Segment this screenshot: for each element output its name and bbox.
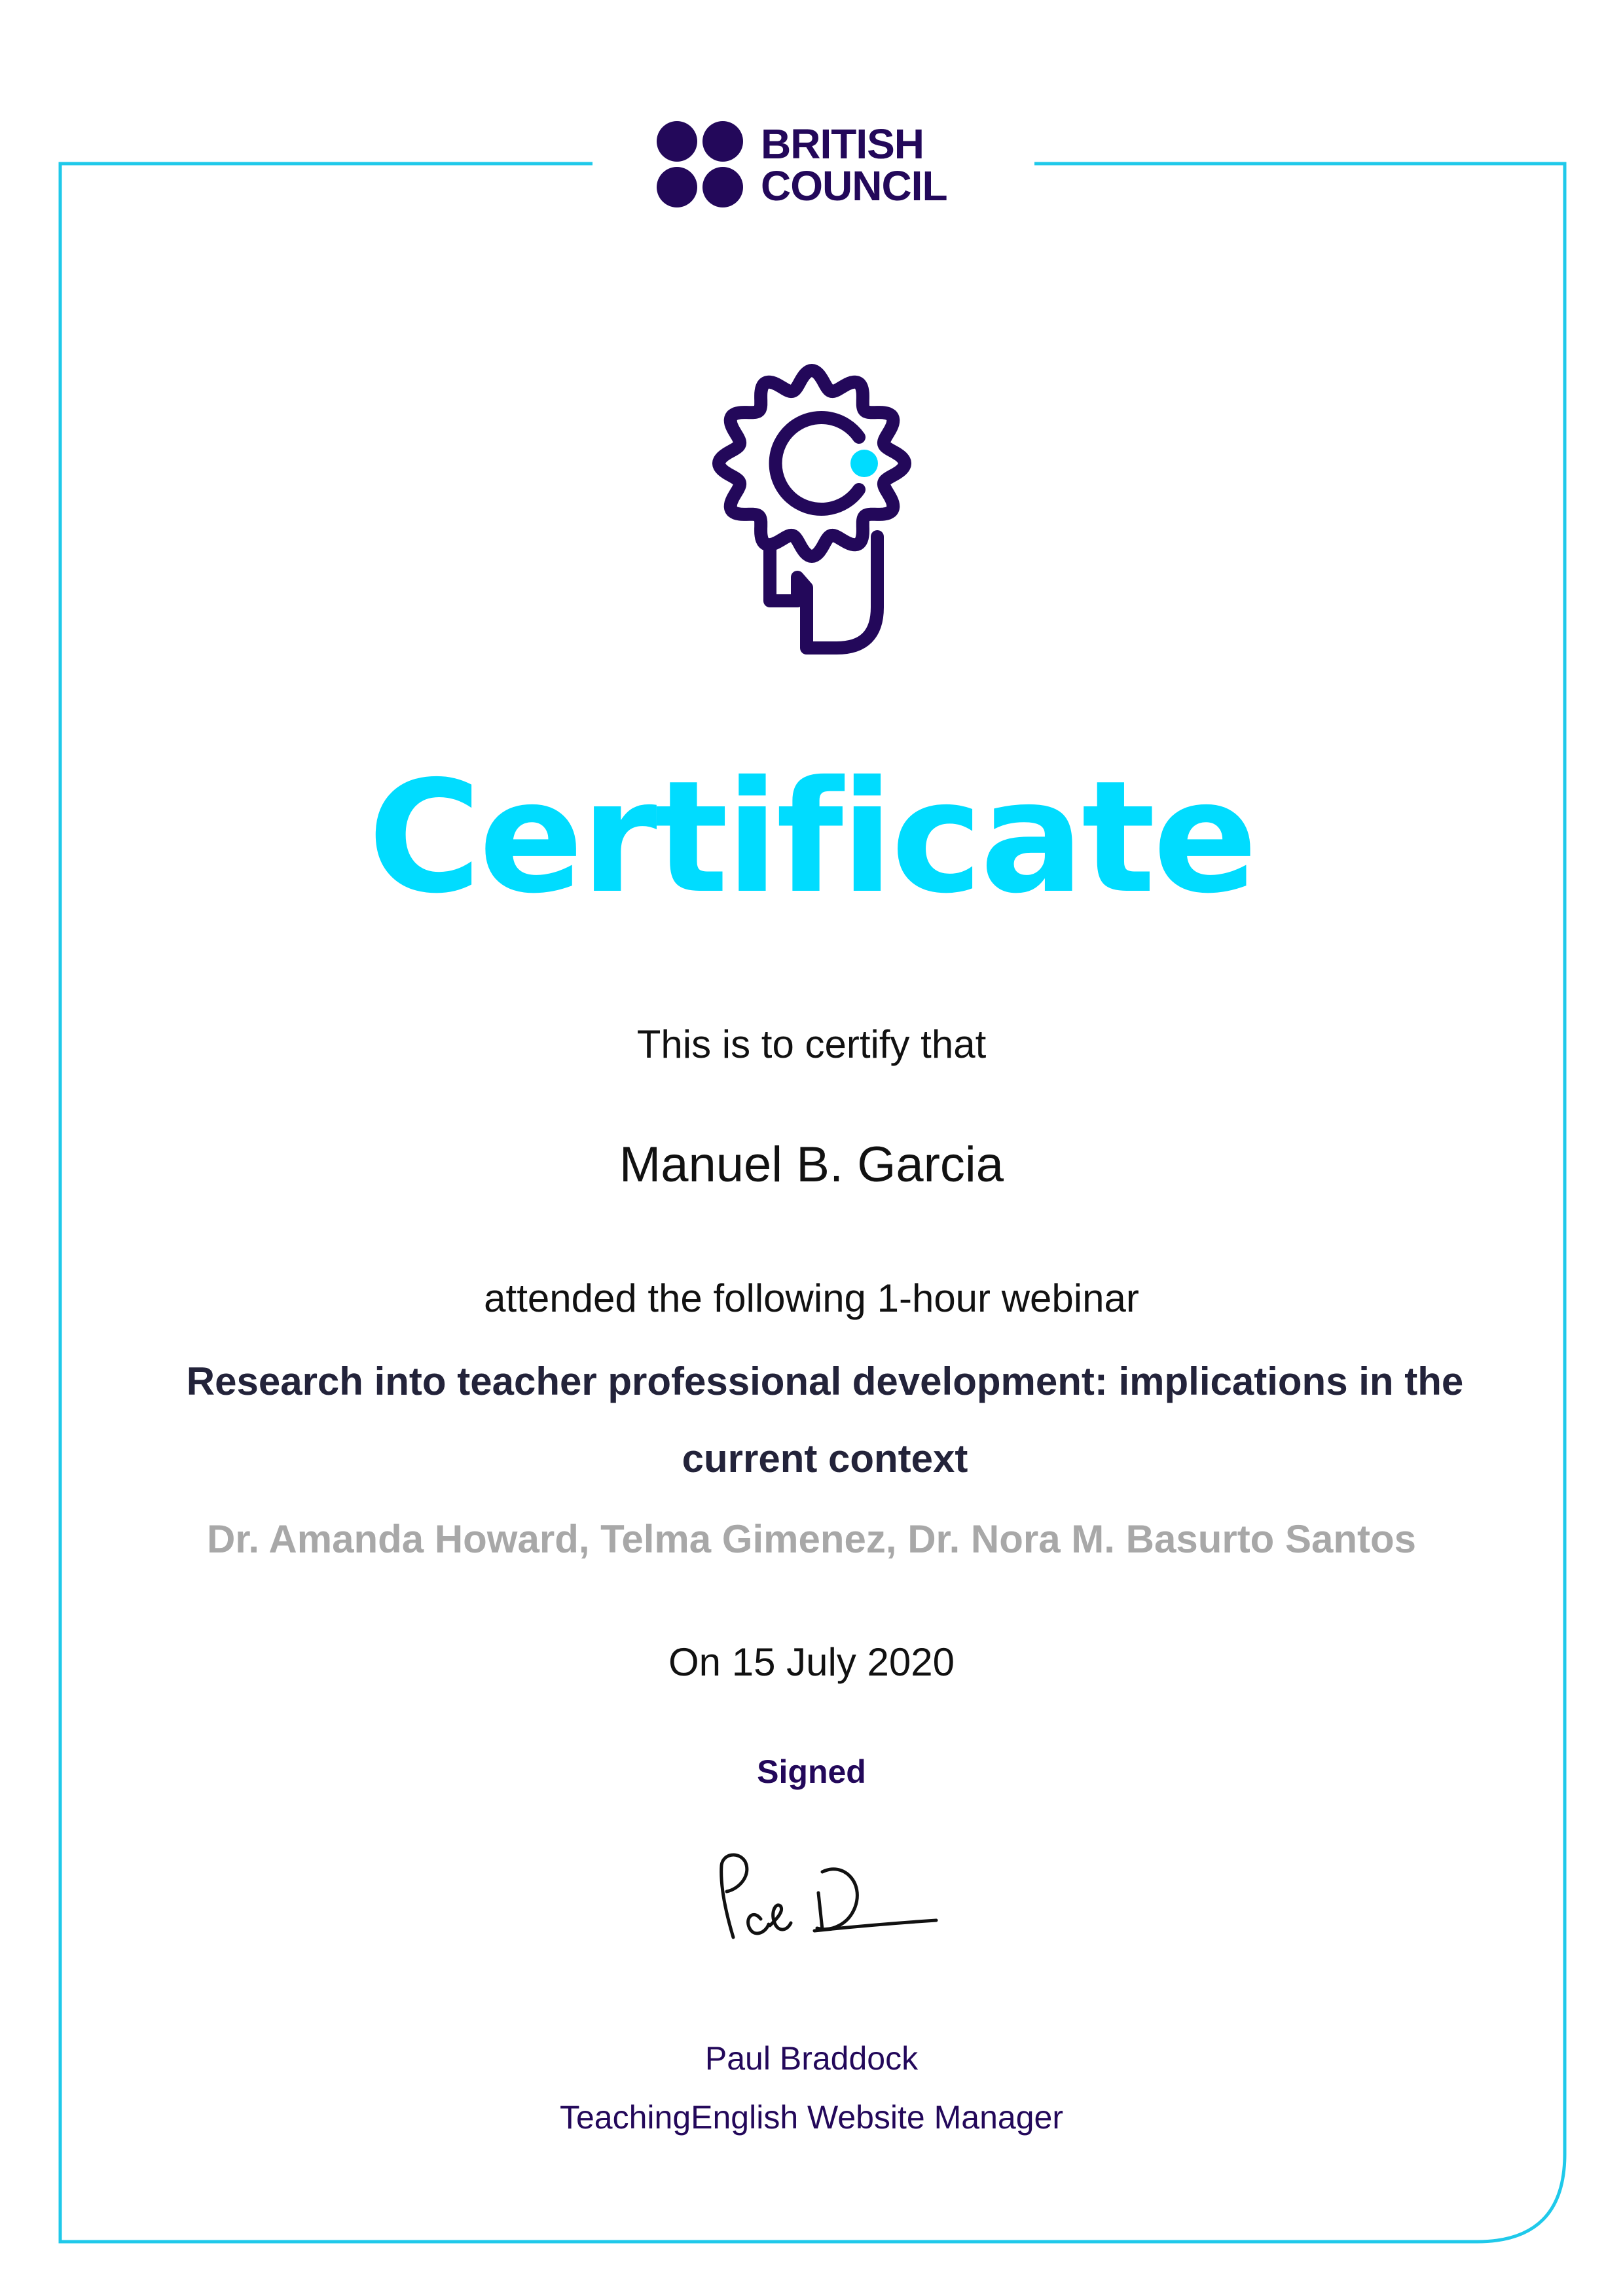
- signer-name: Paul Braddock: [704, 2040, 919, 2077]
- webinar-date: On 15 July 2020: [668, 1640, 955, 1684]
- british-council-logo-dots: [655, 119, 746, 211]
- signed-label: Signed: [757, 1753, 866, 1790]
- certificate-title: Certificate: [368, 747, 1255, 927]
- british-council-logo: [655, 119, 982, 211]
- logo-line-council: COUNCIL: [761, 162, 947, 209]
- recipient-name: Manuel B. Garcia: [619, 1137, 1004, 1193]
- webinar-title: Research into teacher professional development: implications in the current context: [186, 1359, 1464, 1480]
- certify-intro: This is to certify that: [636, 1022, 987, 1066]
- logo-line-british: BRITISH: [761, 120, 924, 168]
- attendance-statement: attended the following 1-hour webinar: [484, 1276, 1139, 1320]
- signer-role: TeachingEnglish Website Manager: [560, 2099, 1063, 2136]
- certificate-rosette-icon: [687, 321, 936, 668]
- british-council-wordmark: [761, 120, 947, 209]
- speakers-list: Dr. Amanda Howard, Telma Gimenez, Dr. Nora M. Basurto Santos: [206, 1517, 1417, 1561]
- handwritten-signature: [707, 1846, 949, 1957]
